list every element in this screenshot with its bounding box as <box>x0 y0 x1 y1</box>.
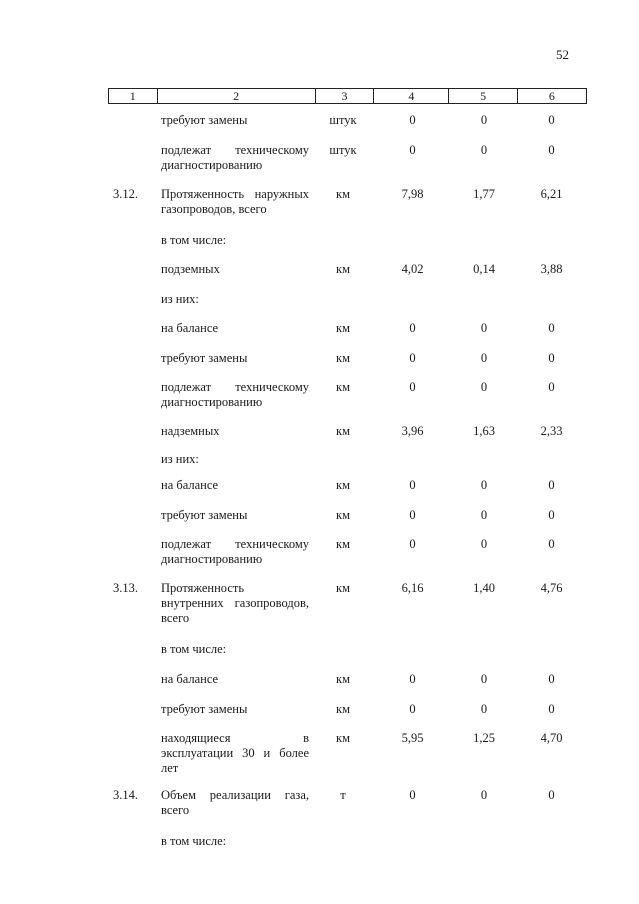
row-label-line: газопроводов, всего <box>161 202 267 216</box>
row-unit: км <box>336 380 350 394</box>
row-label-line: Протяженность наружных <box>161 187 309 201</box>
row-value-col4: 0 <box>409 508 416 522</box>
row-label <box>161 351 309 366</box>
row-value-col5: 0 <box>480 351 488 365</box>
row-number: 3.14. <box>113 788 138 802</box>
row-value-col5: 0 <box>480 380 488 394</box>
row-label-line: требуют замены <box>161 113 248 127</box>
column-header-1: 1 <box>129 89 136 103</box>
row-value-col4: 3,96 <box>401 424 424 438</box>
row-value-col6: 3,88 <box>540 262 563 276</box>
page-number: 52 <box>556 47 569 62</box>
row-value-col6: 0 <box>548 351 555 365</box>
table-header-row <box>108 88 587 104</box>
row-value-col4: 0 <box>409 478 416 492</box>
row-label-line: всего <box>161 803 190 817</box>
row-value-col6: 2,33 <box>540 424 563 438</box>
row-label <box>161 537 309 567</box>
row-value-col6: 0 <box>548 702 555 716</box>
row-value-col4: 0 <box>409 537 416 551</box>
row-label-line: подлежат техническому <box>161 143 309 157</box>
row-value-col6: 4,70 <box>540 731 563 745</box>
row-value-col4: 0 <box>409 351 416 365</box>
row-unit: км <box>336 321 350 335</box>
row-label-line: Объем реализации газа, <box>161 788 309 802</box>
row-label <box>161 321 309 336</box>
row-value-col4: 0 <box>409 380 416 394</box>
row-value-col5: 0 <box>480 143 488 157</box>
row-label-line: в том числе: <box>161 233 227 247</box>
row-value-col6: 0 <box>548 478 555 492</box>
row-label-line: лет <box>161 761 179 775</box>
row-value-col5: 1,40 <box>473 581 495 595</box>
row-label <box>161 508 309 523</box>
row-value-col4: 6,16 <box>401 581 424 595</box>
row-value-col4: 0 <box>409 113 416 127</box>
row-label-line: диагностированию <box>161 552 263 566</box>
row-value-col4: 0 <box>409 143 416 157</box>
row-label <box>161 424 309 439</box>
row-label <box>161 642 309 657</box>
row-label <box>161 292 309 307</box>
row-value-col6: 0 <box>548 321 555 335</box>
row-value-col4: 0 <box>409 672 416 686</box>
row-value-col6: 0 <box>548 113 555 127</box>
row-number: 3.13. <box>113 581 138 595</box>
row-label-line: на балансе <box>161 478 219 492</box>
row-label <box>161 187 309 217</box>
row-unit: т <box>340 788 346 802</box>
row-value-col6: 0 <box>548 508 555 522</box>
row-unit: штук <box>329 113 357 127</box>
row-label-line: внутренних газопроводов, <box>161 596 309 610</box>
row-label-line: в том числе: <box>161 834 227 848</box>
row-unit: км <box>336 702 350 716</box>
row-label <box>161 788 309 818</box>
row-label-line: из них: <box>161 452 199 466</box>
column-header-6: 6 <box>517 89 586 103</box>
row-label-line: подземных <box>161 262 220 276</box>
column-header-2: 2 <box>157 89 315 103</box>
row-value-col5: 1,77 <box>473 187 495 201</box>
row-label-line: подлежат техническому <box>161 537 309 551</box>
row-value-col5: 1,25 <box>473 731 495 745</box>
row-unit: км <box>336 731 350 745</box>
row-unit: км <box>336 508 350 522</box>
row-label-line: диагностированию <box>161 395 263 409</box>
row-label <box>161 143 309 173</box>
row-value-col5: 0 <box>480 537 488 551</box>
row-label-line: находящиеся в <box>161 731 309 745</box>
row-value-col6: 0 <box>548 788 555 802</box>
row-label <box>161 262 309 277</box>
row-unit: км <box>336 351 350 365</box>
column-header-4: 4 <box>373 89 448 103</box>
column-header-3: 3 <box>315 89 373 103</box>
row-label-line: требуют замены <box>161 351 248 365</box>
row-label-line: требуют замены <box>161 702 248 716</box>
row-label-line: диагностированию <box>161 158 263 172</box>
row-unit: км <box>336 581 350 595</box>
row-label-line: на балансе <box>161 672 219 686</box>
row-label <box>161 702 309 717</box>
row-label <box>161 478 309 493</box>
row-value-col4: 0 <box>409 788 416 802</box>
row-unit: км <box>336 672 350 686</box>
row-label <box>161 452 309 467</box>
row-value-col5: 0,14 <box>473 262 495 276</box>
row-unit: км <box>336 262 350 276</box>
row-value-col5: 0 <box>480 702 488 716</box>
row-value-col4: 0 <box>409 702 416 716</box>
row-value-col5: 0 <box>480 508 488 522</box>
row-label <box>161 581 309 626</box>
row-value-col6: 0 <box>548 380 555 394</box>
row-label-line: надземных <box>161 424 220 438</box>
row-label <box>161 731 309 776</box>
row-label-line: всего <box>161 611 190 625</box>
row-value-col5: 0 <box>480 321 488 335</box>
row-label-line: в том числе: <box>161 642 227 656</box>
row-label <box>161 233 309 248</box>
row-unit: км <box>336 424 350 438</box>
row-unit: штук <box>329 143 357 157</box>
row-label <box>161 380 309 410</box>
row-label-line: Протяженность <box>161 581 245 595</box>
row-value-col5: 0 <box>480 478 488 492</box>
row-value-col4: 7,98 <box>401 187 424 201</box>
row-value-col5: 0 <box>480 788 488 802</box>
column-header-5: 5 <box>448 89 516 103</box>
row-value-col4: 4,02 <box>401 262 424 276</box>
row-value-col4: 5,95 <box>401 731 424 745</box>
row-value-col5: 0 <box>480 672 488 686</box>
row-value-col6: 0 <box>548 143 555 157</box>
row-label <box>161 113 309 128</box>
row-label-line: требуют замены <box>161 508 248 522</box>
row-value-col5: 0 <box>480 113 488 127</box>
row-value-col6: 0 <box>548 537 555 551</box>
row-value-col6: 4,76 <box>540 581 563 595</box>
row-value-col6: 6,21 <box>540 187 563 201</box>
row-label-line: из них: <box>161 292 199 306</box>
row-value-col5: 1,63 <box>473 424 495 438</box>
row-label-line: на балансе <box>161 321 219 335</box>
row-label <box>161 834 309 849</box>
row-label <box>161 672 309 687</box>
row-label-line: эксплуатации 30 и более <box>161 746 309 760</box>
row-number: 3.12. <box>113 187 138 201</box>
row-label-line: подлежат техническому <box>161 380 309 394</box>
row-unit: км <box>336 537 350 551</box>
row-unit: км <box>336 187 350 201</box>
row-unit: км <box>336 478 350 492</box>
row-value-col4: 0 <box>409 321 416 335</box>
row-value-col6: 0 <box>548 672 555 686</box>
